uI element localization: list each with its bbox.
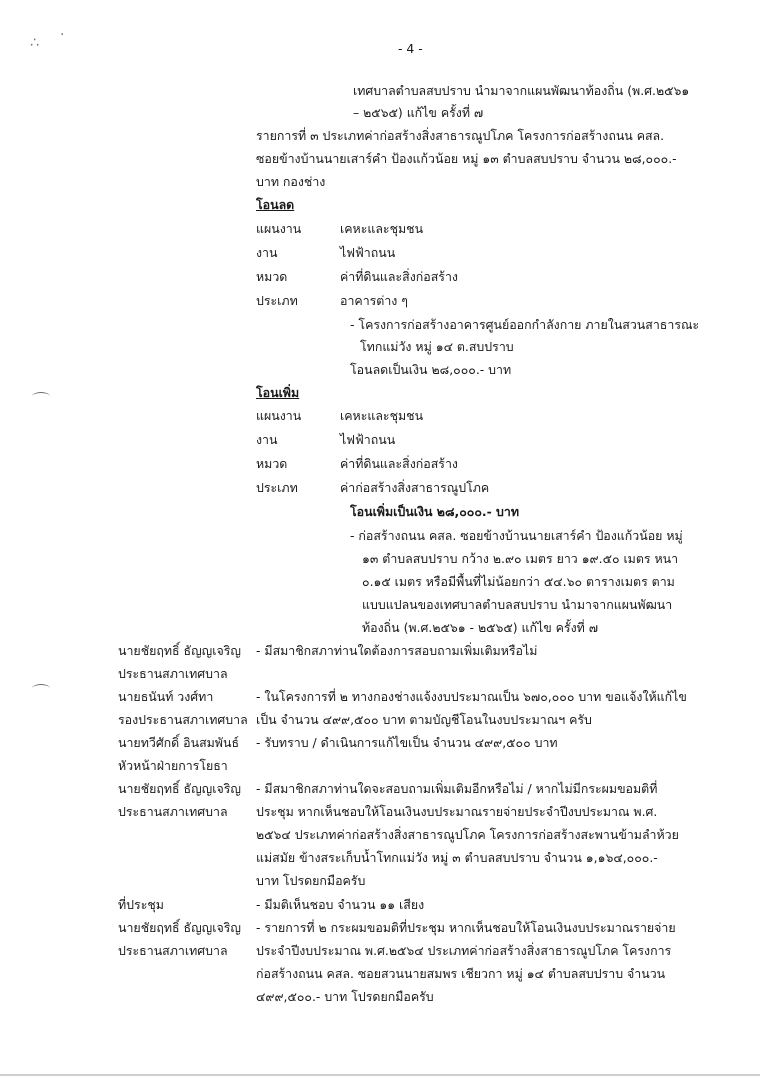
transfer-out-value: ไฟฟ้าถนน: [340, 245, 396, 260]
transfer-out-amount: โอนลดเป็นเงิน ๒๘,๐๐๐.- บาท: [350, 362, 512, 377]
minutes-text: - มีสมาชิกสภาท่านใดจะสอบถามเพิ่มเติมอีกหรือไม่ / หากไม่มีกระผมขอมติที่: [256, 781, 658, 796]
transfer-in-heading: โอนเพิ่ม: [256, 385, 300, 400]
transfer-in-detail: - ก่อสร้างถนน คสล. ซอยข้างบ้านนายเสาร์คำ ป้องแก้วน้อย หมู่: [350, 528, 683, 543]
transfer-out-label: หมวด: [256, 269, 288, 284]
item-line: รายการที่ ๓ ประเภทค่าก่อสร้างสิ่งสาธารณูปโภค โครงการก่อสร้างถนน คสล.: [256, 128, 665, 143]
transfer-out-label: แผนงาน: [256, 221, 302, 236]
transfer-in-label: ประเภท: [256, 480, 298, 495]
speaker-name: นายธนันท์ วงศ์ทา: [118, 689, 214, 704]
transfer-out-label: ประเภท: [256, 293, 298, 308]
transfer-out-value: อาคารต่าง ๆ: [340, 293, 408, 308]
transfer-in-value: เคหะและชุมชน: [340, 408, 424, 423]
transfer-out-value: ค่าที่ดินและสิ่งก่อสร้าง: [340, 269, 458, 284]
transfer-in-value: ไฟฟ้าถนน: [340, 432, 396, 447]
transfer-in-value: ค่าก่อสร้างสิ่งสาธารณูปโภค: [340, 480, 490, 495]
minutes-text: - มีมติเห็นชอบ จำนวน ๑๑ เสียง: [256, 897, 425, 912]
transfer-in-label: งาน: [256, 432, 278, 447]
minutes-text: - ในโครงการที่ ๒ ทางกองช่างแจ้งงบประมาณเป็น ๖๗๐,๐๐๐ บาท ขอแจ้งให้แก้ไข: [256, 689, 687, 704]
speaker-name: นายชัยฤทธิ์ ธัญญเจริญ: [118, 920, 241, 935]
transfer-out-detail: - โครงการก่อสร้างอาคารศูนย์ออกกำลังกาย ภายในสวนสาธารณะ: [350, 317, 700, 332]
punch-hole-mark: [32, 392, 50, 401]
transfer-in-detail: ท้องถิ่น (พ.ศ.๒๕๖๑ - ๒๕๖๕) แก้ไข ครั้งที่ ๗: [362, 620, 599, 635]
transfer-in-label: หมวด: [256, 456, 288, 471]
speaker-name: ที่ประชุม: [118, 897, 164, 912]
speaker-role: ประธานสภาเทศบาล: [118, 666, 228, 681]
punch-hole-mark: [32, 684, 50, 693]
speaker-role: หัวหน้าฝ่ายการโยธา: [118, 758, 228, 773]
page-number: - 4 -: [398, 41, 423, 56]
scan-speck-mark: ·: [60, 27, 65, 43]
transfer-out-value: เคหะและชุมชน: [340, 221, 424, 236]
transfer-in-amount: โอนเพิ่มเป็นเงิน ๒๘,๐๐๐.- บาท: [350, 504, 520, 519]
transfer-in-detail: ๑๓ ตำบลสบปราบ กว้าง ๒.๙๐ เมตร ยาว ๑๙.๕๐ เมตร หนา: [362, 551, 679, 566]
speaker-role: รองประธานสภาเทศบาล: [118, 712, 248, 727]
item-line: บาท กองช่าง: [256, 174, 326, 189]
transfer-in-value: ค่าที่ดินและสิ่งก่อสร้าง: [340, 456, 458, 471]
transfer-out-label: งาน: [256, 245, 278, 260]
speaker-name: นายทวีศักดิ์ อินสมพันธ์: [118, 735, 240, 750]
minutes-text: - รับทราบ / ดำเนินการแก้ไขเป็น จำนวน ๔๙๙,๕๐๐ บาท: [256, 735, 558, 750]
minutes-text: ๒๕๖๔ ประเภทค่าก่อสร้างสิ่งสาธารณูปโภค โครงการก่อสร้างสะพานข้ามลำห้วย: [256, 827, 679, 842]
item-line: ซอยข้างบ้านนายเสาร์คำ ป้องแก้วน้อย หมู่ ๑๓ ตำบลสบปราบ จำนวน ๒๘,๐๐๐.-: [256, 151, 677, 166]
minutes-text: ประจำปีงบประมาณ พ.ศ.๒๕๖๔ ประเภทค่าก่อสร้างสิ่งสาธารณูปโภค โครงการ: [256, 943, 672, 958]
scan-bottom-edge: [0, 1074, 760, 1076]
minutes-text: ๔๙๙,๕๐๐.- บาท โปรดยกมือครับ: [256, 989, 434, 1004]
speaker-name: นายชัยฤทธิ์ ธัญญเจริญ: [118, 781, 241, 796]
transfer-in-label: แผนงาน: [256, 408, 302, 423]
scan-speck-mark: ∴: [30, 35, 39, 51]
minutes-text: - รายการที่ ๒ กระผมขอมติที่ประชุม หากเห็นชอบให้โอนเงินงบประมาณรายจ่าย: [256, 920, 676, 935]
transfer-out-detail: โทกแม่วัง หมู่ ๑๔ ต.สบปราบ: [360, 339, 514, 354]
minutes-text: - มีสมาชิกสภาท่านใดต้องการสอบถามเพิ่มเติมหรือไม่: [256, 643, 538, 658]
minutes-text: เป็น จำนวน ๔๙๙,๕๐๐ บาท ตามบัญชีโอนในงบประมาณฯ ครับ: [256, 712, 592, 727]
minutes-text: ประชุม หากเห็นชอบให้โอนเงินงบประมาณรายจ่ายประจำปีงบประมาณ พ.ศ.: [256, 804, 658, 819]
minutes-text: แม่สมัย ข้างสระเก็บน้ำโทกแม่วัง หมู่ ๓ ตำบลสบปราบ จำนวน ๑,๑๖๔,๐๐๐.-: [256, 850, 658, 865]
speaker-role: ประธานสภาเทศบาล: [118, 943, 228, 958]
intro-line: – ๒๕๖๕) แก้ไข ครั้งที่ ๗: [353, 105, 484, 120]
speaker-role: ประธานสภาเทศบาล: [118, 804, 228, 819]
intro-line: เทศบาลตำบลสบปราบ นำมาจากแผนพัฒนาท้องถิ่น (พ.ศ.๒๕๖๑: [353, 83, 690, 98]
minutes-text: บาท โปรดยกมือครับ: [256, 873, 366, 888]
minutes-text: ก่อสร้างถนน คสล. ซอยสวนนายสมพร เชียวกา หมู่ ๑๔ ตำบลสบปราบ จำนวน: [256, 966, 666, 981]
speaker-name: นายชัยฤทธิ์ ธัญญเจริญ: [118, 643, 241, 658]
transfer-out-heading: โอนลด: [256, 197, 295, 212]
transfer-in-detail: แบบแปลนของเทศบาลตำบลสบปราบ นำมาจากแผนพัฒนา: [362, 597, 673, 612]
transfer-in-detail: ๐.๑๕ เมตร หรือมีพื้นที่ไม่น้อยกว่า ๕๔.๖๐ ตารางเมตร ตาม: [362, 574, 675, 589]
